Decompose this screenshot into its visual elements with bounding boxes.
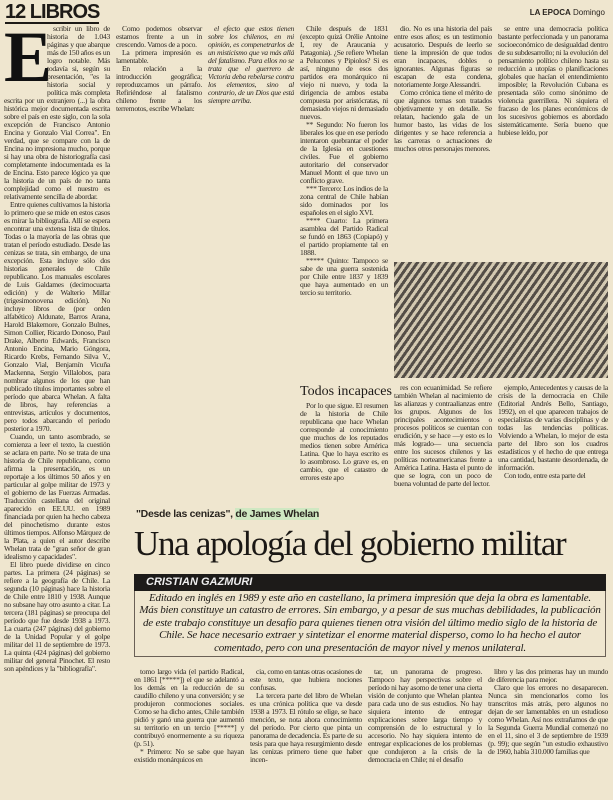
book-title: "Desde las cenizas", xyxy=(136,508,233,520)
bottom-column-1 xyxy=(134,668,244,764)
mid-column-2 xyxy=(394,384,492,488)
author-bar: CRISTIAN GAZMURI xyxy=(134,574,606,591)
paragraph: Como crónica tiene el mérito de que algunos temas son tratados objetivamente y en detalle. Se relatan, haciendo gala de un humor basto, las vidas de los dirigentes y se hace referencia a las carreras o actuaciones de muchos otros personajes menores. xyxy=(394,88,492,153)
paragraph: cia, como en tantas otras ocasiones de este texto, que hubiera nociones confusas. xyxy=(250,667,362,692)
paragraph: En relación a la introducción geográfica; reproduzcamos un párrafo. Refiriéndose al fatalismo chileno frente a los terremotos, escribe Whelan: xyxy=(116,64,202,113)
paragraph: Claro que los errores no desaparecen. Nunca sin mencionarlos como los transcritos más atrás, pero algunos no dejan de ser lamentables en un estudioso como Whelan. Así nos extrañamos de que la Segunda Guerra Mundial comenzó no en el 11, sino el 3 de septiembre de 1939 (p. 99); que según "un estudio exhaustivo de 1960, había 310.000 familias que xyxy=(488,683,608,756)
publication-day: Domingo xyxy=(572,8,605,17)
paragraph: La primera impresión es lamentable. xyxy=(116,48,202,65)
paragraph: El libro puede dividirse en cinco partes. La primera (24 páginas) se refiere a la geografía de Chile. La segunda (10 páginas) hace la historia de Chile entre 1810 y 1938. Aunque no subsane hay otro asunto a citar. La tercera (181 páginas) se preocupa del período que fue desde 1938 a 1973. La cuarta (247 páginas) del gobierno de la Unidad Popular y el golpe militar del 11 de septiembre de 1973. La quinta (424 páginas) del gobierno militar del general Pinochet. El resto son apéndices y la "bibliografía". xyxy=(4,560,110,673)
article-column-2 xyxy=(116,25,202,113)
paragraph: ejemplo, Antecedentes y causas de la crisis de la democracia en Chile (Editorial Andrés Bello, Santiago, 1992), en el que aparecen trabajos de especialistas de varias disciplinas y de todas las tendencias políticas. Volviendo a Whelan, lo mejor de esta parte del libro son los cuadros estadísticos y el hecho de que entrega una cantidad, bastante desordenada, de información. xyxy=(498,383,608,472)
subheading: Todos incapaces xyxy=(300,384,392,399)
mid-column-1 xyxy=(300,402,388,482)
article-photo xyxy=(394,262,608,378)
paragraph: dio. No es una historia del país entre esos años; es un testimonio acusatorio. Después de leerlo se tiene la impresión de que todos eran incapaces, dobles o ignorantes. Algunas figuras se escapan de esta condena, notoriamente Jorge Alessandri. xyxy=(394,24,492,89)
bottom-column-4 xyxy=(488,668,608,756)
paragraph: Con todo, entre esta parte del xyxy=(504,471,586,480)
paragraph: tar, un panorama de progreso. Tampoco hay perspectivas sobre el período ni hay asomo de tener una cierta visión de conjunto que Whelan plantea para cada uno de sus estudios. No hay siquiera intento de entregar explicaciones sobre larga tiempo y comprensión de lo estructural y lo accesorio. No hay siquiera intento de entregar explicaciones de los problemas que condujeron a la crisis de la democracia en Chile; ni el desafío xyxy=(368,667,482,764)
paragraph: res con ecuanimidad. Se refiere también Whelan al nacimiento de las alianzas y contraalianzas entre los grupos. Algunos de los principales acontecimientos o procesos políticos se cuentan con erudición, y se hace —y esto es lo más logrado— una secuencia entre los sucesos chilenos y las políticas norteamericanas frente a América Latina. Hasta el punto de que se logra, con un poco de buena voluntad de parte del lector. xyxy=(394,383,492,488)
section-title: 12 LIBROS xyxy=(5,1,100,23)
paragraph: *** Tercero: Los indios de la zona central de Chile habían sido dominados por los españoles en el siglo XVI. xyxy=(300,184,388,217)
paragraph: ***** Quinto: Tampoco se sabe de una guerra sostenida por Chile entre 1837 y 1839 que haya aumentado en un tercio su territorio. xyxy=(300,256,388,297)
paragraph: libro y las dos primeras hay un mundo de diferencia para mejor. xyxy=(488,667,608,684)
book-kicker xyxy=(136,508,319,520)
paragraph: Cuando, un tanto asombrado, se comienza a leer el texto, la cuestión se aclara en parte. No se trata de una historia de Chile republicano, como afirma la presentación, es un reportaje a los últimos 50 años y en particular al golpe militar de 1973 y el gobierno de las Fuerzas Armadas. Traducción castellana del original aparecido en EE.UU. en 1989 financiada por quien ha hecho cabeza del pinochetismo durante estos últimos tiempos. Alfonso Márquez de la Plata, a quien el autor describe Whelan trata de "gran señor de gran idealismo y capacidades". xyxy=(4,432,110,561)
paragraph: * Primero: No se sabe que hayan existido monárquicos en xyxy=(134,747,244,764)
paragraph: scribir un libro de historia de 1.043 páginas y que abarque más de 150 años es un logro notable. Más todavía si, según su presentación, "es la historia social y política más completa escrita por un extranjero (...) la obra histórica mejor documentada escrita sobre el país en este siglo, con la sola excepción de Francisco Antonio Encina y Gonzalo Vial Correa". En verdad, que se compare con la de Encina no impresiona mucho, porque si hay una obra de historiografía casi completamente indocumentada es la de Encina. Esto parece lógico ya que la historia de un país de no tanta complejidad como el nuestro es relativamente sencilla de abordar. xyxy=(4,24,110,201)
article-column-5 xyxy=(394,25,492,153)
paragraph: ** Segundo: No fueron los liberales los que en ese período intentaron quebrantar el poder de la Iglesia en cuestiones civiles. Fue el gobierno autoritario del conservador Manuel Montt el que tuvo un conflicto grave. xyxy=(300,120,388,185)
article-column-4 xyxy=(300,25,388,297)
article-column-6 xyxy=(498,25,608,137)
paragraph: Entre quienes cultivamos la historia lo primero que se mide en estos casos es mirar la bibliografía. Allí se espera encontrar una extensa lista de títulos. Todas o la mayoría de las obras que tratan el período estudiado. Desde las cenizas se trata, sin embargo, de una excepción. Esta incluye sólo dos historias generales de Chile republicano. Los manuales escolares de Luis Galdames (decimocuarta edición) y de Walterio Millar (trigesimonovena edición). No incluye libros de (por orden alfabético) Aldunate, Barros Arana, Harold Blakemore, Gonzalo Bulnes, Simon Collier, Ricardo Donoso, Paul Drake, Alberto Edwards, Francisco Antonio Encina, Mario Góngora, Ricardo Krebs, Fernando Silva V., Gonzalo Vial, Benjamín Vicuña Mackenna, Sergio Villalobos, para nombrar algunos de los que han publicado títulos importantes sobre el período que abarca Whelan. A falta de libros, hay referencias a entrevistas, artículos y documentos, pero todos abarcando el período posterior a 1970. xyxy=(4,200,110,433)
book-author: de James Whelan xyxy=(235,508,320,520)
bottom-column-2 xyxy=(250,668,362,764)
article-column-3 xyxy=(208,25,294,105)
paragraph: Como podemos observar estamos frente a un in crescendo. Vamos de a poco. xyxy=(116,24,202,49)
paragraph: se entre una democracia política bastante perfeccionada y un panorama socioeconómico de desigualdad dentro de su subdesarrollo; ni la evolución del pensamiento político chileno hasta su reducción a utopías o planificaciones globales que hacían el entendimiento imposible; la Revolución Cubana es presentada sólo como sinónimo de violencia guerrillera. Ni siquiera el fracaso de los planes económicos de los sucesivos gobiernos es abordado sistemáticamente. Sería bueno que hubiese leído, por xyxy=(498,24,608,137)
bottom-column-3 xyxy=(368,668,482,764)
paragraph: **** Cuarto: La primera asamblea del Partido Radical se fundó en 1863 (Copiapó) y el partido propiamente tal en 1888. xyxy=(300,216,388,257)
paragraph: Chile después de 1831 (excepto quizá Orélie Antoine I, rey de Araucania y Patagonia). ¿Se refiere Whelan a Pelucones y Pipiolos? Si es así, ninguno de esos dos partidos era monárquico ni viejo ni nuevo, y toda la dirigencia de ambos estaba compuesta por aristócratas, ni demasiado viejos ni demasiado nuevos. xyxy=(300,24,388,121)
publication-brand: LA EPOCA xyxy=(529,8,571,17)
paragraph: el efecto que estos tienen sobre los chilenos, en mi opinión, es compenetrarlos de un misticismo que va más allá del fatalismo. Para ellos no se trata que el guerrero de Victoria deba rebelarse contra los elementos, sino al contrario, de un Dios que está siempre arriba. xyxy=(208,24,294,105)
drop-cap-e: E xyxy=(4,17,52,97)
publication-name xyxy=(530,8,605,17)
paragraph: tomo largo vida (el partido Radical, en 1861 [*****]) el que se adelantó a los demás en la reducción de su caudillo chileno y una conversión; y se produjeron conmociones sociales. Como se ha dicho antes, Chile también pidió y ganó una guerra que aumentó su territorio en un tercio [*****] y contribuyó enormemente a su riqueza (p. 51). xyxy=(134,667,244,748)
headline: Una apología del gobierno militar xyxy=(134,524,566,563)
mid-column-3 xyxy=(498,384,608,480)
lead-paragraph: Editado en inglés en 1989 y este año en castellano, la primera impresión que deja la obra es lamentable. Más bien constituye un catastro de errores. Sin embargo, y a pesar de sus muchas debilidades, la publicación de este trabajo constituye un desafío para quienes tienen otra visión del último medio siglo de la historia de Chile. Se hace necesario extraer y sintetizar el enorme material disperso, como lo ha hecho el autor comentado, pero con una presentación de mayor nivel y menos unilateral. xyxy=(134,591,606,657)
paragraph: La tercera parte del libro de Whelan es una crónica política que va desde 1938 a 1973. El rótulo se elige, se hace mención, se nota ahora conocimiento del período. Por cierto que pinta un panorama de decadencia. Es parte de su tesis para que haya resurgimiento desde las cenizas primero tiene que haber incen- xyxy=(250,691,362,764)
paragraph: Por lo que sigue. El resumen de la historia de Chile republicana que hace Whelan corresponde al conocimiento que muchos de los reputados medios tienen sobre América Latina. Que lo haya escrito es lo asombroso. Lo grave es, en cambio, que el catastro de errores este apo xyxy=(300,401,388,482)
article-column-1 xyxy=(4,17,110,673)
